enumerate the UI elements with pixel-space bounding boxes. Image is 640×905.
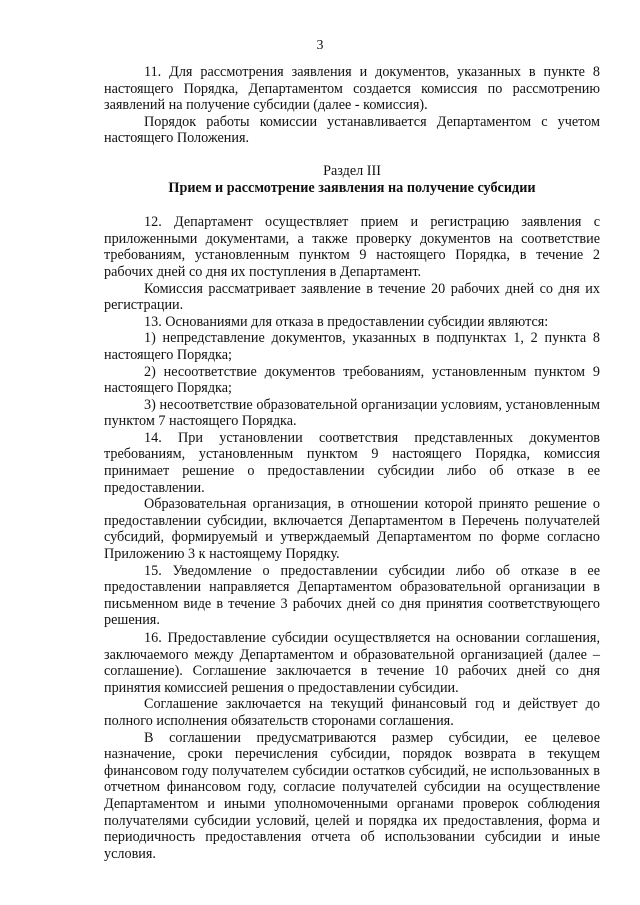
paragraph-12: 12. Департамент осуществляет прием и регистрацию заявления с приложенными документами, а также проверку документов на соответствие требованиям, установленным пунктом 9 настоящего Порядка, в течение 2 рабочих дней со дня их поступления в Департамент. [104, 214, 600, 280]
paragraph-11-commission-procedure: Порядок работы комиссии устанавливается Департаментом с учетом настоящего Положения. [104, 113, 600, 147]
paragraph-13-item-1: 1) непредставление документов, указанных в подпунктах 1, 2 пункта 8 настоящего Порядка; [104, 330, 600, 363]
paragraph-16-agreement-term: Соглашение заключается на текущий финансовый год и действует до полного исполнения обязательств сторонами соглашения. [104, 696, 600, 729]
paragraph-11: 11. Для рассмотрения заявления и документов, указанных в пункте 8 настоящего Порядка, Департаментом создается комиссия по рассмотрению заявлений на получение субсидии (далее - комиссия). [104, 64, 600, 114]
document-body [104, 64, 600, 862]
paragraph-15: 15. Уведомление о предоставлении субсидии либо об отказе в ее предоставлении направляется Департаментом образовательной организации в письменном виде в течение 3 рабочих дней со дня принятия соответствующего решения. [104, 562, 600, 629]
paragraph-16: 16. Предоставление субсидии осуществляется на основании соглашения, заключаемого между Департаментом и образовательной организацией (далее – соглашение). Соглашение заключается в течение 10 рабочих дней со дня принятия комиссией решения о предоставлении субсидии. [104, 630, 600, 696]
paragraph-12-review-term: Комиссия рассматривает заявление в течение 20 рабочих дней со дня их регистрации. [104, 280, 600, 314]
section-number: Раздел III [323, 162, 381, 179]
section-title: Прием и рассмотрение заявления на получение субсидии [168, 179, 536, 196]
paragraph-14-recipients-list: Образовательная организация, в отношении которой принято решение о предоставлении субсидии, включается Департаментом в Перечень получателей субсидий, формируемый и утверждаемый Департаментом по форме согласно Приложению 3 к настоящему Порядку. [104, 496, 600, 563]
paragraph-13-item-2: 2) несоответствие документов требованиям, установленным пунктом 9 настоящего Порядка; [104, 363, 600, 397]
paragraph-13-item-3: 3) несоответствие образовательной организации условиям, установленным пунктом 7 настоящего Порядка. [104, 396, 600, 430]
page-number: 3 [316, 38, 324, 53]
paragraph-16-agreement-contents: В соглашении предусматриваются размер субсидии, ее целевое назначение, сроки перечисления субсидии, порядок возврата в текущем финансовом году получателем субсидии остатков субсидий, не использованных в отчетном финансовом году, согласие получателей субсидии на осуществление Департаментом и иными уполномоченными органами проверок соблюдения получателями субсидии условий, целей и порядка их предоставления, форма и периодичность предоставления отчета об использовании субсидии и иные условия. [104, 729, 600, 862]
paragraph-14: 14. При установлении соответствия представленных документов требованиям, установленным пунктом 9 настоящего Порядка, комиссия принимает решение о предоставлении субсидии либо об отказе в ее предоставлении. [104, 429, 600, 496]
paragraph-13: 13. Основаниями для отказа в предоставлении субсидии являются: [144, 313, 549, 330]
